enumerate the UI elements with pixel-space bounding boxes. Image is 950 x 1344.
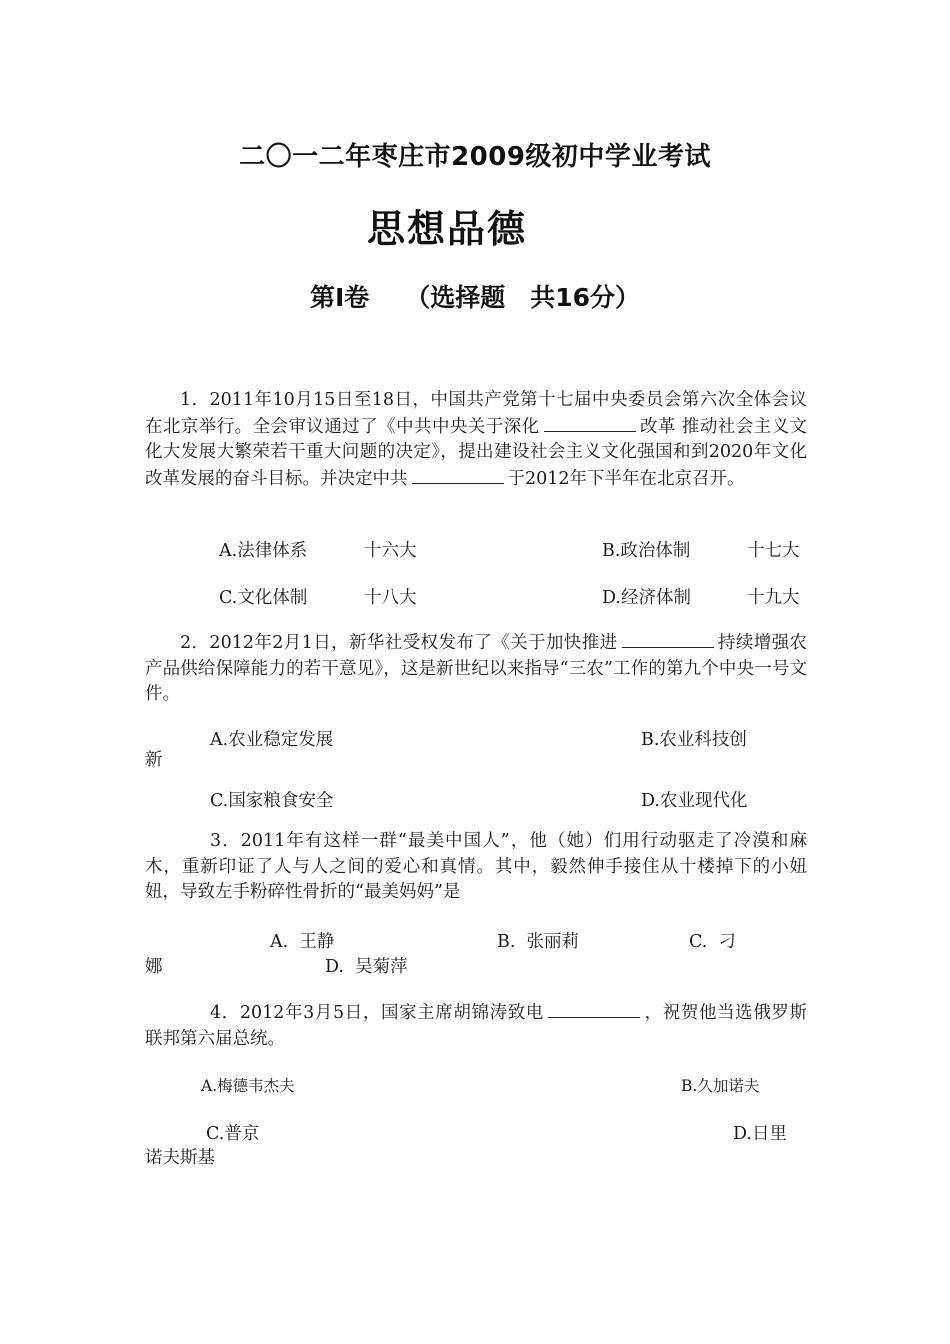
option-b: B.农业科技创 bbox=[641, 730, 747, 750]
option-label: A.法律体系 bbox=[219, 541, 308, 561]
section-heading bbox=[0, 278, 950, 314]
option-d: D. 吴菊萍 bbox=[325, 957, 408, 977]
question-1-text-a: 1．2011年10月15日至18日，中国共产党第十七届中央委员会第六次全体会议在北京举行。全会审议通过了《中共中央关于深化 bbox=[145, 390, 807, 437]
question-1-text-c: 于2012年下半年在北京召开。 bbox=[507, 468, 745, 489]
option-a: A. 王静 bbox=[270, 932, 335, 952]
answer-blank bbox=[622, 630, 714, 648]
option-b: B. 张丽莉 bbox=[497, 932, 580, 952]
option-d-wrap: 诺夫斯基 bbox=[145, 1148, 215, 1168]
exam-title: 二〇一二年枣庄市2009级初中学业考试 bbox=[239, 142, 711, 172]
option-b: B.政治体制 bbox=[602, 541, 691, 561]
section-note: （选择题 共16分） bbox=[405, 283, 641, 312]
option-c: C.普京 bbox=[206, 1124, 260, 1144]
question-2-text-b: 持续增强农产品供给保障能力的若干意见》，这是新世纪以来指导“三农”工作的第九个中央一号文件。 bbox=[145, 633, 808, 704]
option-c-wrap: 娜 bbox=[145, 957, 163, 977]
option-a-extra: 十六大 bbox=[364, 541, 417, 561]
question-2-text-a: 2．2012年2月1日，新华社受权发布了《关于加快推进 bbox=[180, 633, 618, 653]
option-c-extra: 十八大 bbox=[364, 588, 417, 608]
option-d: D.农业现代化 bbox=[641, 791, 748, 811]
option-a: A.农业稳定发展 bbox=[210, 730, 334, 750]
option-c: C.文化体制 bbox=[219, 588, 308, 608]
option-d: D.经济体制 bbox=[602, 588, 691, 608]
option-a: A.梅德韦杰夫 bbox=[201, 1077, 295, 1095]
answer-blank bbox=[548, 1000, 640, 1018]
option-a bbox=[219, 537, 307, 562]
option-c: C.国家粮食安全 bbox=[210, 791, 334, 811]
option-d-extra: 十九大 bbox=[747, 588, 800, 608]
question-4-text-b: ，祝贺他当选俄罗斯联邦第六届总统。 bbox=[145, 1003, 808, 1049]
question-3: 3．2011年有这样一群“最美中国人”，他（她）们用行动驱走了冷漠和麻木，重新印证了人与人之间的爱心和真情。其中，毅然伸手接住从十楼掉下的小妞妞，导致左手粉碎性骨折的“最美妈妈”是 bbox=[145, 831, 807, 902]
option-b-wrap: 新 bbox=[145, 750, 163, 770]
question-2 bbox=[145, 630, 807, 708]
question-1 bbox=[145, 388, 807, 492]
question-4 bbox=[145, 1000, 807, 1052]
question-1-text-b: 改革 推动社会主义文化大发展大繁荣若干重大问题的决定》，提出建设社会主义文化强国和到2020年文化改革发展的奋斗目标。并决定中共 bbox=[145, 416, 808, 489]
question-4-text-a: 4．2012年3月5日，国家主席胡锦涛致电 bbox=[210, 1003, 544, 1023]
option-c: C. 刁 bbox=[689, 932, 736, 952]
section-label: 第Ⅰ卷 bbox=[309, 283, 370, 312]
option-d: D.日里 bbox=[733, 1124, 787, 1144]
answer-blank bbox=[412, 466, 504, 484]
option-b-extra: 十七大 bbox=[747, 541, 800, 561]
answer-blank bbox=[544, 414, 636, 432]
option-b: B.久加诺夫 bbox=[681, 1077, 760, 1095]
subject-title: 思想品德 bbox=[366, 207, 527, 251]
